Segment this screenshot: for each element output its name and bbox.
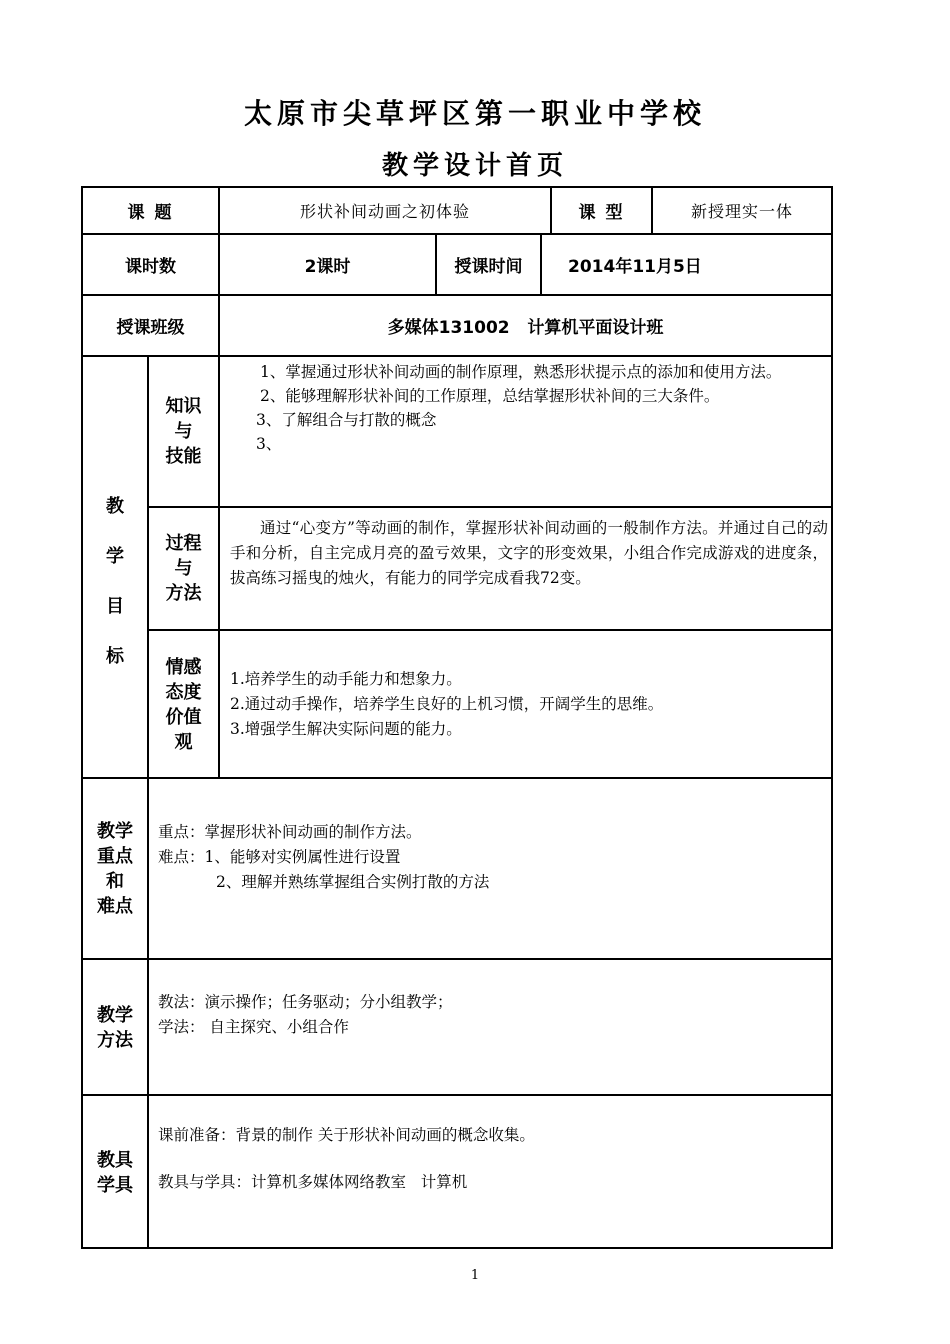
table-border-right (831, 186, 833, 1249)
emotion-label: 情感 态度 价值 观 (165, 657, 202, 753)
school-title: 太原市尖草坪区第一职业中学校 (243, 97, 706, 130)
row-divider (147, 629, 833, 631)
methods-label: 教学 方法 (97, 1005, 133, 1051)
row-divider (81, 355, 833, 357)
hours-value: 2课时 (304, 257, 351, 277)
emotion-text: 1.培养学生的动手能力和想象力。 2.通过动手操作，培养学生良好的上机习惯，开阔学生的思维。 3.增强学生解决实际问题的能力。 (230, 670, 664, 738)
topic-label: 课 题 (127, 203, 174, 223)
row-divider (81, 958, 833, 960)
methods-text: 教法：演示操作；任务驱动；分小组教学； 学法： 自主探究、小组合作 (158, 993, 453, 1036)
tools-label: 教具 学具 (97, 1150, 133, 1196)
class-value: 多媒体131002 计算机平面设计班 (387, 318, 664, 338)
row-divider (147, 506, 833, 508)
key-points-label: 教学 重点 和 难点 (97, 821, 133, 917)
time-value: 2014年11月5日 (568, 257, 702, 277)
tools-text: 课前准备：背景的制作 关于形状补间动画的概念收集。 教具与学具：计算机多媒体网络教室 计算机 (158, 1126, 535, 1191)
page-number: 1 (470, 1268, 480, 1283)
col-divider (147, 355, 149, 1249)
class-label: 授课班级 (116, 318, 185, 338)
process-text: 通过“心变方”等动画的制作，掌握形状补间动画的一般制作方法。并通过自己的动手和分析，自主完成月亮的盈亏效果，文字的形变效果，小组合作完成游戏的进度条，拔高练习摇曳的烛火，有能力的同学完成看我72变。 (230, 519, 828, 587)
hours-label: 课时数 (125, 257, 176, 277)
time-label: 授课时间 (454, 257, 523, 277)
col-divider (218, 355, 220, 779)
page-title: 教学设计首页 (381, 151, 568, 181)
type-value: 新授理实一体 (690, 202, 793, 221)
goals-label: 教 学 目 标 (106, 496, 124, 667)
row-divider (81, 1094, 833, 1096)
knowledge-label: 知识 与 技能 (165, 396, 202, 467)
knowledge-text: 1、掌握通过形状补间动画的制作原理，熟悉形状提示点的添加和使用方法。 2、能够理解形状补间的工作原理，总结掌握形状补间的三大条件。 3、了解组合与打散的概念 3、 (256, 363, 782, 453)
row-divider (81, 777, 833, 779)
table-border-bottom (81, 1247, 833, 1249)
type-label: 课 型 (578, 203, 625, 223)
topic-value: 形状补间动画之初体验 (299, 202, 470, 221)
key-points-text: 重点：掌握形状补间动画的制作方法。 难点：1、能够对实例属性进行设置 2、理解并熟练掌握组合实例打散的方法 (158, 823, 490, 891)
process-label: 过程 与 方法 (165, 533, 202, 604)
